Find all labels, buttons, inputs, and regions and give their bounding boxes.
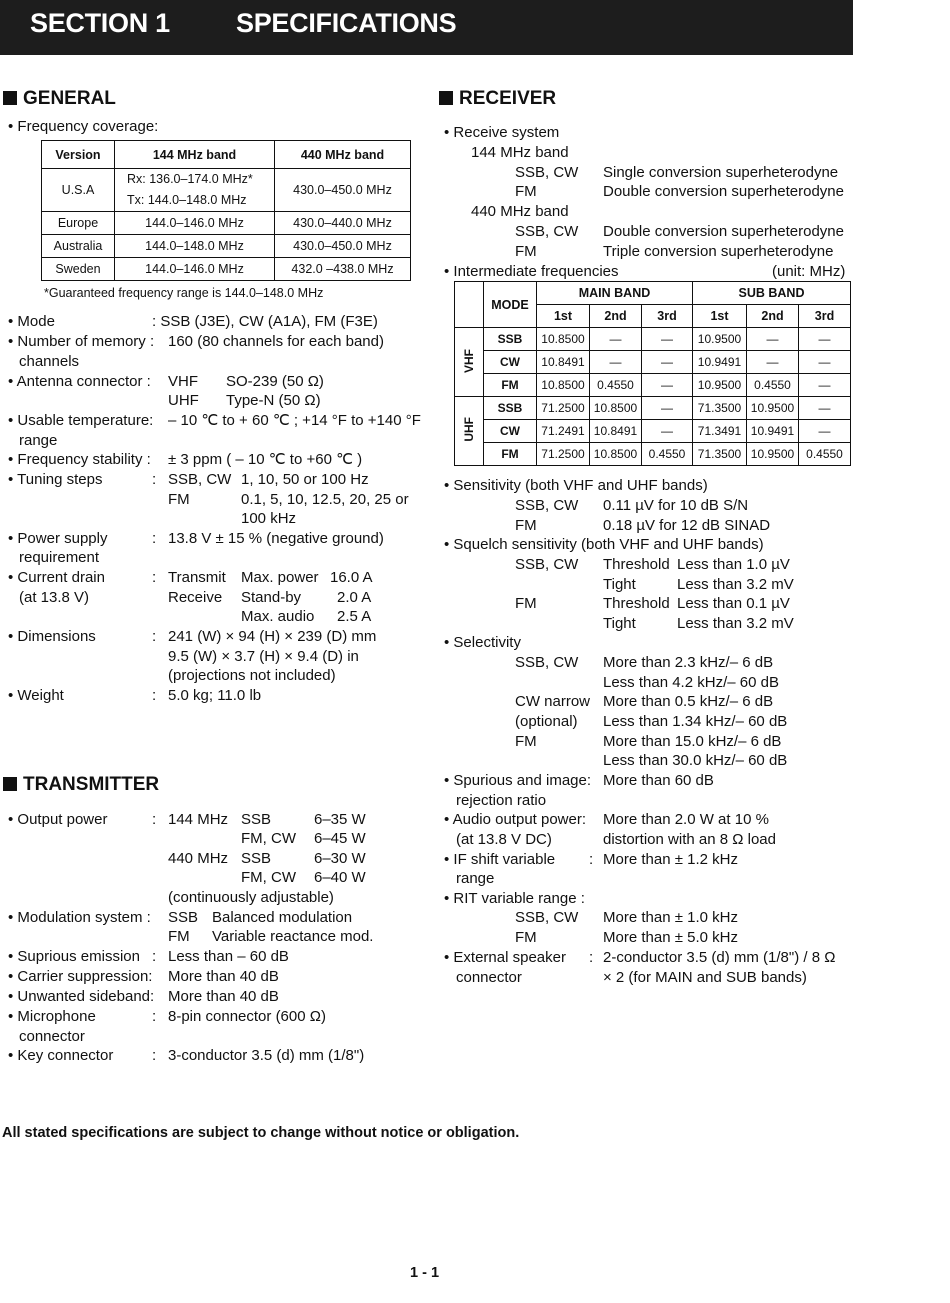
spec-text: : <box>152 1047 157 1064</box>
spec-text: 144 MHz band <box>471 144 569 161</box>
general-heading: GENERAL <box>3 88 116 110</box>
section-banner <box>0 0 853 55</box>
spec-text: 2.5 A <box>337 608 372 625</box>
spec-text: 440 MHz <box>168 850 229 867</box>
table-row <box>455 351 851 374</box>
table-cell: CW <box>484 420 537 443</box>
spec-text: More than 40 dB <box>168 968 279 985</box>
spec-text: • Selectivity <box>444 634 521 651</box>
spec-text: • Intermediate frequencies <box>444 263 619 280</box>
spec-text: Less than 1.34 kHz/– 60 dB <box>603 713 788 730</box>
spec-text: • IF shift variable <box>444 851 556 868</box>
spec-text: (at 13.8 V) <box>19 589 90 606</box>
table-cell: 10.9500 <box>693 328 747 351</box>
table-cell: 430.0–450.0 MHz <box>275 169 411 212</box>
disclaimer: All stated specifications are subject to change without notice or obligation. <box>2 1125 520 1141</box>
table-cell: 10.9491 <box>693 351 747 374</box>
square-bullet-icon <box>3 91 17 105</box>
table-row <box>455 420 851 443</box>
spec-text: UHF <box>168 392 199 409</box>
table-cell: 430.0–450.0 MHz <box>275 235 411 258</box>
table-cell: — <box>799 328 851 351</box>
spec-text: SSB, CW <box>515 497 579 514</box>
table-header: 3rd <box>642 305 693 328</box>
spec-text: 0.1, 5, 10, 12.5, 20, 25 or <box>241 491 409 508</box>
spec-text: (unit: MHz) <box>772 263 846 280</box>
spec-text: : <box>152 1008 157 1025</box>
table-cell: — <box>590 351 642 374</box>
spec-text: • Mode <box>8 313 55 330</box>
spec-text: 1, 10, 50 or 100 Hz <box>241 471 369 488</box>
spec-text: More than 15.0 kHz/– 6 dB <box>603 733 782 750</box>
table-cell: 71.2491 <box>537 420 590 443</box>
table-header: SUB BAND <box>693 282 851 305</box>
spec-text: SSB, CW <box>515 909 579 926</box>
spec-text: rejection ratio <box>456 792 547 809</box>
spec-text: • Spurious and image: <box>444 772 592 789</box>
spec-text: Less than 30.0 kHz/– 60 dB <box>603 752 788 769</box>
spec-text: 3-conductor 3.5 (d) mm (1/8") <box>168 1047 365 1064</box>
spec-text: Double conversion superheterodyne <box>603 183 844 200</box>
spec-text: FM <box>515 243 537 260</box>
spec-text: More than ± 1.0 kHz <box>603 909 738 926</box>
spec-text: : <box>152 530 157 547</box>
table-cell: FM <box>484 443 537 466</box>
spec-text: More than 40 dB <box>168 988 279 1005</box>
spec-text: SSB, CW <box>515 556 579 573</box>
transmitter-heading: TRANSMITTER <box>3 774 159 796</box>
spec-text: Max. audio <box>241 608 315 625</box>
table-cell: — <box>747 328 799 351</box>
spec-text: Threshold <box>603 595 670 612</box>
table-cell: SSB <box>484 328 537 351</box>
table-cell: 10.8500 <box>590 397 642 420</box>
spec-text: Less than 3.2 mV <box>677 576 794 593</box>
table-footnote: *Guaranteed frequency range is 144.0–148.0 MHz <box>44 286 324 300</box>
spec-text: • Weight <box>8 687 64 704</box>
table-cell: VHF <box>455 328 484 397</box>
table-cell: CW <box>484 351 537 374</box>
spec-text: 100 kHz <box>241 510 297 527</box>
spec-text: More than 2.0 W at 10 % <box>603 811 769 828</box>
spec-text: CW narrow <box>515 693 591 710</box>
table-header: MODE <box>484 282 537 328</box>
spec-text: • Carrier suppression: <box>8 968 153 985</box>
page-title: SPECIFICATIONS <box>236 8 457 38</box>
table-cell: Australia <box>42 235 115 258</box>
frequency-coverage-table <box>41 140 411 281</box>
spec-text: More than ± 1.2 kHz <box>603 851 738 868</box>
spec-text: FM <box>515 183 537 200</box>
spec-text: 241 (W) × 94 (H) × 239 (D) mm <box>168 628 377 645</box>
spec-text: Max. power <box>241 569 319 586</box>
spec-text: Stand-by <box>241 589 302 606</box>
table-cell: — <box>642 397 693 420</box>
spec-text: : <box>152 687 157 704</box>
table-cell: 10.9500 <box>747 397 799 420</box>
spec-text: (projections not included) <box>168 667 336 684</box>
square-bullet-icon <box>439 91 453 105</box>
spec-text: : <box>589 851 594 868</box>
spec-text: SSB <box>241 811 272 828</box>
spec-text: 6–35 W <box>314 811 366 828</box>
spec-text: Tight <box>603 615 636 632</box>
spec-text: : SSB (J3E), CW (A1A), FM (F3E) <box>152 313 378 330</box>
table-row <box>455 328 851 351</box>
table-header: 1st <box>537 305 590 328</box>
spec-text: • Squelch sensitivity (both VHF and UHF bands) <box>444 536 764 553</box>
spec-text: Variable reactance mod. <box>212 928 374 945</box>
table-cell: — <box>799 397 851 420</box>
spec-text: • Output power <box>8 811 108 828</box>
spec-text: FM <box>168 928 190 945</box>
spec-text: SO-239 (50 Ω) <box>226 373 324 390</box>
spec-text: FM <box>515 733 537 750</box>
spec-text: • Usable temperature: <box>8 412 154 429</box>
table-cell: 10.8491 <box>537 351 590 374</box>
spec-text: • Dimensions <box>8 628 96 645</box>
spec-text: distortion with an 8 Ω load <box>603 831 776 848</box>
table-cell: — <box>799 420 851 443</box>
spec-text: 13.8 V ± 15 % (negative ground) <box>168 530 384 547</box>
spec-text: 8-pin connector (600 Ω) <box>168 1008 326 1025</box>
spec-text: • Tuning steps <box>8 471 103 488</box>
table-row <box>42 258 411 281</box>
table-cell: 144.0–146.0 MHz <box>115 258 275 281</box>
spec-text: 160 (80 channels for each band) <box>168 333 384 350</box>
table-cell: Rx: 136.0–174.0 MHz* Tx: 144.0–148.0 MHz <box>115 169 275 212</box>
spec-text: Type-N (50 Ω) <box>226 392 321 409</box>
spec-text: 2-conductor 3.5 (d) mm (1/8") / 8 Ω <box>603 949 836 966</box>
spec-text: • Power supply <box>8 530 108 547</box>
table-cell: 10.8500 <box>537 374 590 397</box>
spec-text: : <box>152 569 157 586</box>
spec-text: Single conversion superheterodyne <box>603 164 839 181</box>
table-cell: 10.8500 <box>590 443 642 466</box>
table-header: MAIN BAND <box>537 282 693 305</box>
table-cell: — <box>799 351 851 374</box>
spec-text: : <box>152 628 157 645</box>
table-cell: 10.8491 <box>590 420 642 443</box>
spec-text: 144 MHz <box>168 811 229 828</box>
spec-text: channels <box>19 353 80 370</box>
spec-text: • Modulation system : <box>8 909 151 926</box>
table-cell: 71.3491 <box>693 420 747 443</box>
spec-text: (continuously adjustable) <box>168 889 334 906</box>
spec-text: • External speaker <box>444 949 566 966</box>
intermediate-frequency-table <box>454 281 851 466</box>
spec-text: • Receive system <box>444 124 560 141</box>
spec-text: SSB, CW <box>515 223 579 240</box>
table-cell: 10.8500 <box>537 328 590 351</box>
table-row <box>42 235 411 258</box>
spec-text: Less than – 60 dB <box>168 948 289 965</box>
spec-text: • Suprious emission <box>8 948 140 965</box>
spec-text: More than 2.3 kHz/– 6 dB <box>603 654 774 671</box>
spec-text: : <box>152 471 157 488</box>
spec-text: 440 MHz band <box>471 203 569 220</box>
spec-text: 2.0 A <box>337 589 372 606</box>
spec-text: • Frequency stability : <box>8 451 151 468</box>
spec-text: Balanced modulation <box>212 909 353 926</box>
spec-text: FM <box>515 595 537 612</box>
spec-text: 6–45 W <box>314 830 366 847</box>
page-number: 1 - 1 <box>410 1265 440 1281</box>
table-cell: 0.4550 <box>799 443 851 466</box>
spec-text: 6–40 W <box>314 869 366 886</box>
table-cell: 0.4550 <box>642 443 693 466</box>
table-cell: 10.9500 <box>693 374 747 397</box>
spec-text: More than 60 dB <box>603 772 714 789</box>
table-header: 3rd <box>799 305 851 328</box>
spec-text: 5.0 kg; 11.0 lb <box>168 687 262 704</box>
spec-text: Less than 1.0 µV <box>677 556 790 573</box>
spec-text: : <box>152 948 157 965</box>
spec-text: FM <box>168 491 190 508</box>
spec-text: • Unwanted sideband: <box>8 988 155 1005</box>
table-cell: UHF <box>455 397 484 466</box>
table-header: 440 MHz band <box>275 141 411 169</box>
spec-text: connector <box>19 1028 85 1045</box>
table-cell: SSB <box>484 397 537 420</box>
spec-text: : <box>589 949 594 966</box>
spec-text: FM <box>515 517 537 534</box>
spec-text: • Current drain <box>8 569 105 586</box>
spec-text: More than 0.5 kHz/– 6 dB <box>603 693 774 710</box>
table-cell: 71.3500 <box>693 443 747 466</box>
table-cell: Europe <box>42 212 115 235</box>
table-cell: U.S.A <box>42 169 115 212</box>
spec-text: connector <box>456 969 522 986</box>
table-row <box>42 169 411 212</box>
table-cell: 144.0–148.0 MHz <box>115 235 275 258</box>
spec-text: FM, CW <box>241 830 296 847</box>
spec-text: FM <box>515 929 537 946</box>
spec-text: ± 3 ppm ( – 10 ℃ to +60 ℃ ) <box>168 451 363 468</box>
table-header <box>455 282 484 328</box>
spec-text: • Audio output power: <box>444 811 587 828</box>
spec-text: Triple conversion superheterodyne <box>603 243 834 260</box>
table-header: Version <box>42 141 115 169</box>
spec-text: × 2 (for MAIN and SUB bands) <box>603 969 807 986</box>
spec-text: Receive <box>168 589 223 606</box>
spec-text: range <box>456 870 495 887</box>
table-cell: 430.0–440.0 MHz <box>275 212 411 235</box>
table-cell: — <box>642 420 693 443</box>
table-row <box>455 374 851 397</box>
spec-text: requirement <box>19 549 100 566</box>
spec-text: More than ± 5.0 kHz <box>603 929 738 946</box>
table-cell: — <box>642 328 693 351</box>
spec-text: • RIT variable range : <box>444 890 585 907</box>
spec-text: SSB <box>241 850 272 867</box>
table-cell: — <box>642 351 693 374</box>
spec-text: SSB, CW <box>515 164 579 181</box>
table-cell: 144.0–146.0 MHz <box>115 212 275 235</box>
spec-text: SSB, CW <box>168 471 232 488</box>
receiver-heading: RECEIVER <box>439 88 556 110</box>
spec-text: • Microphone <box>8 1008 96 1025</box>
freq-coverage-label: • Frequency coverage: <box>8 118 159 135</box>
spec-text: SSB <box>168 909 199 926</box>
spec-text: (at 13.8 V DC) <box>456 831 552 848</box>
table-cell: FM <box>484 374 537 397</box>
spec-text: range <box>19 432 58 449</box>
spec-text: VHF <box>168 373 198 390</box>
spec-text: 9.5 (W) × 3.7 (H) × 9.4 (D) in <box>168 648 359 665</box>
table-row <box>42 212 411 235</box>
table-header: 2nd <box>590 305 642 328</box>
table-cell: Sweden <box>42 258 115 281</box>
spec-text: (optional) <box>515 713 578 730</box>
table-cell: 10.9500 <box>747 443 799 466</box>
table-cell: 71.3500 <box>693 397 747 420</box>
table-cell: — <box>590 328 642 351</box>
table-cell: 0.4550 <box>590 374 642 397</box>
spec-text: Transmit <box>168 569 226 586</box>
table-row <box>455 443 851 466</box>
spec-text: • Antenna connector : <box>8 373 151 390</box>
table-cell: 432.0 –438.0 MHz <box>275 258 411 281</box>
spec-text: Less than 4.2 kHz/– 60 dB <box>603 674 779 691</box>
spec-text: • Sensitivity (both VHF and UHF bands) <box>444 477 708 494</box>
spec-text: Threshold <box>603 556 670 573</box>
table-cell: — <box>799 374 851 397</box>
spec-text: SSB, CW <box>515 654 579 671</box>
spec-text: FM, CW <box>241 869 296 886</box>
table-header: 144 MHz band <box>115 141 275 169</box>
table-cell: 10.9491 <box>747 420 799 443</box>
table-cell: 71.2500 <box>537 443 590 466</box>
spec-text: Tight <box>603 576 636 593</box>
spec-text: 0.11 µV for 10 dB S/N <box>603 497 749 514</box>
table-header: 2nd <box>747 305 799 328</box>
spec-text: Less than 3.2 mV <box>677 615 794 632</box>
spec-text: 0.18 µV for 12 dB SINAD <box>603 517 771 534</box>
spec-text: 16.0 A <box>330 569 373 586</box>
spec-text: – 10 ℃ to + 60 ℃ ; +14 °F to +140 °F <box>168 412 421 429</box>
table-header: 1st <box>693 305 747 328</box>
spec-text: Less than 0.1 µV <box>677 595 790 612</box>
table-cell: 0.4550 <box>747 374 799 397</box>
spec-text: 6–30 W <box>314 850 366 867</box>
section-number: SECTION 1 <box>30 8 170 38</box>
square-bullet-icon <box>3 777 17 791</box>
table-cell: — <box>642 374 693 397</box>
table-cell: 71.2500 <box>537 397 590 420</box>
table-cell: — <box>747 351 799 374</box>
spec-text: Double conversion superheterodyne <box>603 223 844 240</box>
spec-text: : <box>152 811 157 828</box>
spec-text: • Key connector <box>8 1047 114 1064</box>
table-row <box>455 397 851 420</box>
spec-text: • Number of memory : <box>8 333 155 350</box>
